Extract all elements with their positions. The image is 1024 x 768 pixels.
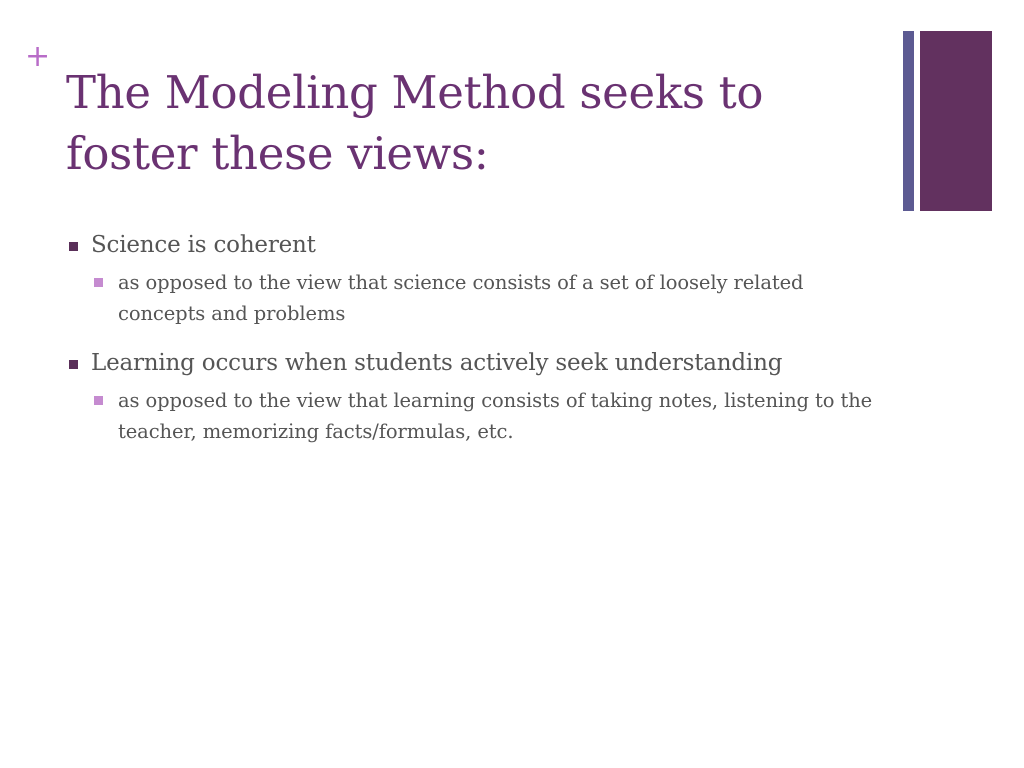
plus-icon: + — [25, 39, 51, 74]
bullet-text: Learning occurs when students actively seek understanding — [91, 350, 783, 376]
sub-bullet-item — [91, 267, 886, 329]
bullet-text: Science is coherent — [91, 232, 316, 258]
sub-bullet-text: as opposed to the view that science consists of a set of loosely related concepts and problems — [118, 271, 804, 325]
square-bullet-icon — [94, 396, 103, 405]
bullet-item — [66, 347, 886, 447]
square-bullet-icon — [69, 242, 78, 251]
slide-title: The Modeling Method seeks to foster these views: — [66, 66, 764, 180]
square-bullet-icon — [94, 278, 103, 287]
accent-bar-thin — [903, 31, 914, 211]
sub-bullet-list — [91, 267, 886, 329]
accent-bar-thick — [920, 31, 992, 211]
square-bullet-icon — [69, 360, 78, 369]
sub-bullet-list — [91, 385, 886, 447]
bullet-item — [66, 229, 886, 329]
sub-bullet-item — [91, 385, 886, 447]
sub-bullet-text: as opposed to the view that learning consists of taking notes, listening to the teacher, memorizing facts/formulas, etc. — [118, 389, 873, 443]
bullet-list — [66, 229, 886, 447]
